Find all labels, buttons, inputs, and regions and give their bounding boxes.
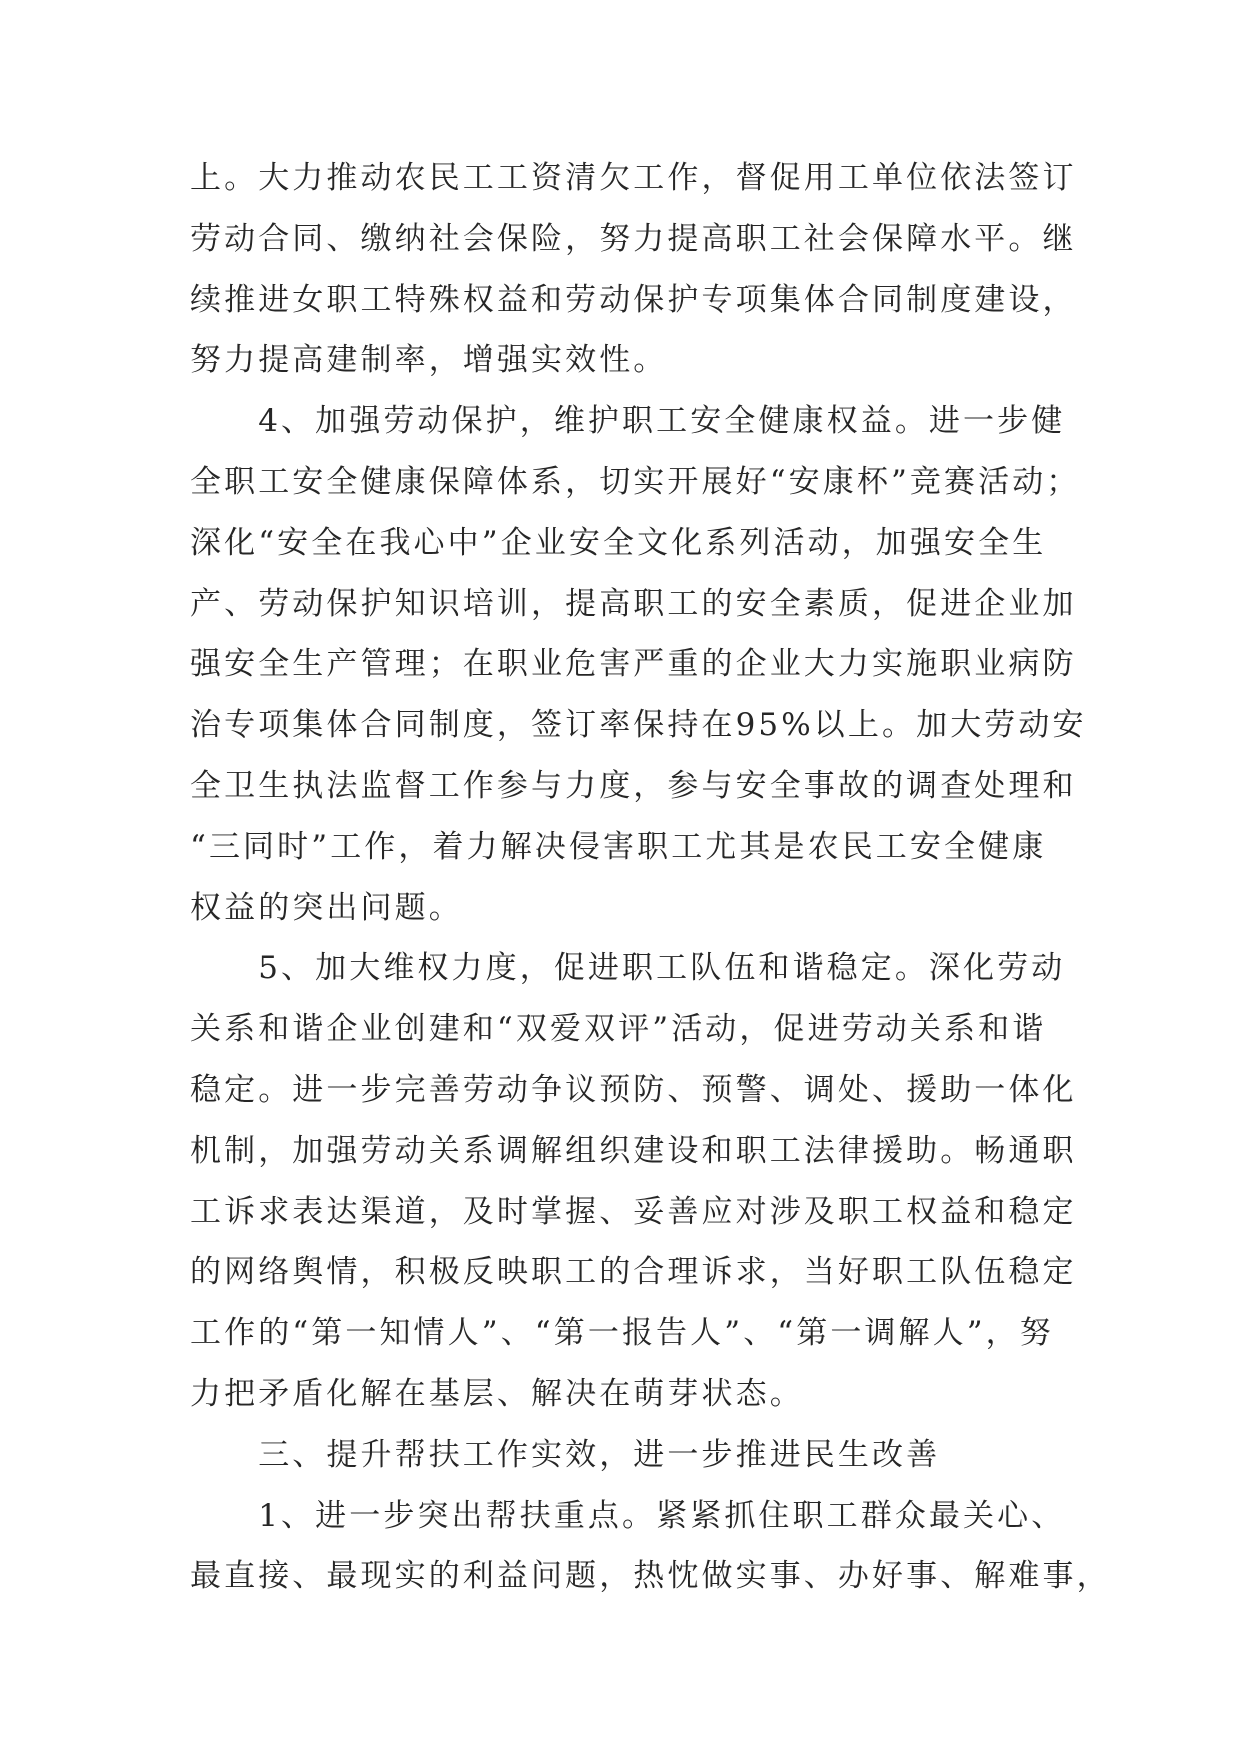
text-line: 努力提高建制率，增强实效性。 [190,342,668,379]
text-line: 权益的突出问题。 [190,889,463,926]
text-line: 全卫生执法监督工作参与力度，参与安全事故的调查处理和 [190,767,1077,804]
text-line: 工诉求表达渠道，及时掌握、妥善应对涉及职工权益和稳定 [190,1193,1077,1230]
text-line: 关系和谐企业创建和“双爱双评”活动，促进劳动关系和谐 [190,1011,1047,1048]
text-line: 最直接、最现实的利益问题，热忱做实事、办好事、解难事， [190,1558,1111,1595]
text-line: 机制，加强劳动关系调解组织建设和职工法律援助。畅通职 [190,1132,1077,1169]
text-line: 1、进一步突出帮扶重点。紧紧抓住职工群众最关心、 [190,1497,1066,1534]
text-line: 劳动合同、缴纳社会保险，努力提高职工社会保障水平。继 [190,220,1077,257]
text-line: 强安全生产管理；在职业危害严重的企业大力实施职业病防 [190,646,1077,683]
text-line: 5、加大维权力度，促进职工队伍和谐稳定。深化劳动 [190,950,1066,987]
text-line: 全职工安全健康保障体系，切实开展好“安康杯”竞赛活动； [190,463,1081,500]
text-line: 4、加强劳动保护，维护职工安全健康权益。进一步健 [190,403,1066,440]
text-line: “三同时”工作，着力解决侵害职工尤其是农民工安全健康 [190,828,1047,865]
text-line: 的网络舆情，积极反映职工的合理诉求，当好职工队伍稳定 [190,1254,1077,1291]
text-line: 力把矛盾化解在基层、解决在萌芽状态。 [190,1375,804,1412]
text-line: 上。大力推动农民工工资清欠工作，督促用工单位依法签订 [190,160,1077,196]
section-heading: 三、提升帮扶工作实效，进一步推进民生改善 [190,1436,941,1473]
text-line: 工作的“第一知情人”、“第一报告人”、“第一调解人”，努 [190,1315,1054,1352]
text-line: 治专项集体合同制度，签订率保持在95%以上。加大劳动安 [190,707,1087,744]
text-line: 续推进女职工特殊权益和劳动保护专项集体合同制度建设， [190,281,1077,318]
text-line: 稳定。进一步完善劳动争议预防、预警、调处、援助一体化 [190,1071,1077,1108]
document-body [190,148,1111,1607]
text-line: 深化“安全在我心中”企业安全文化系列活动，加强安全生 [190,524,1047,561]
text-line: 产、劳动保护知识培训，提高职工的安全素质，促进企业加 [190,585,1077,622]
